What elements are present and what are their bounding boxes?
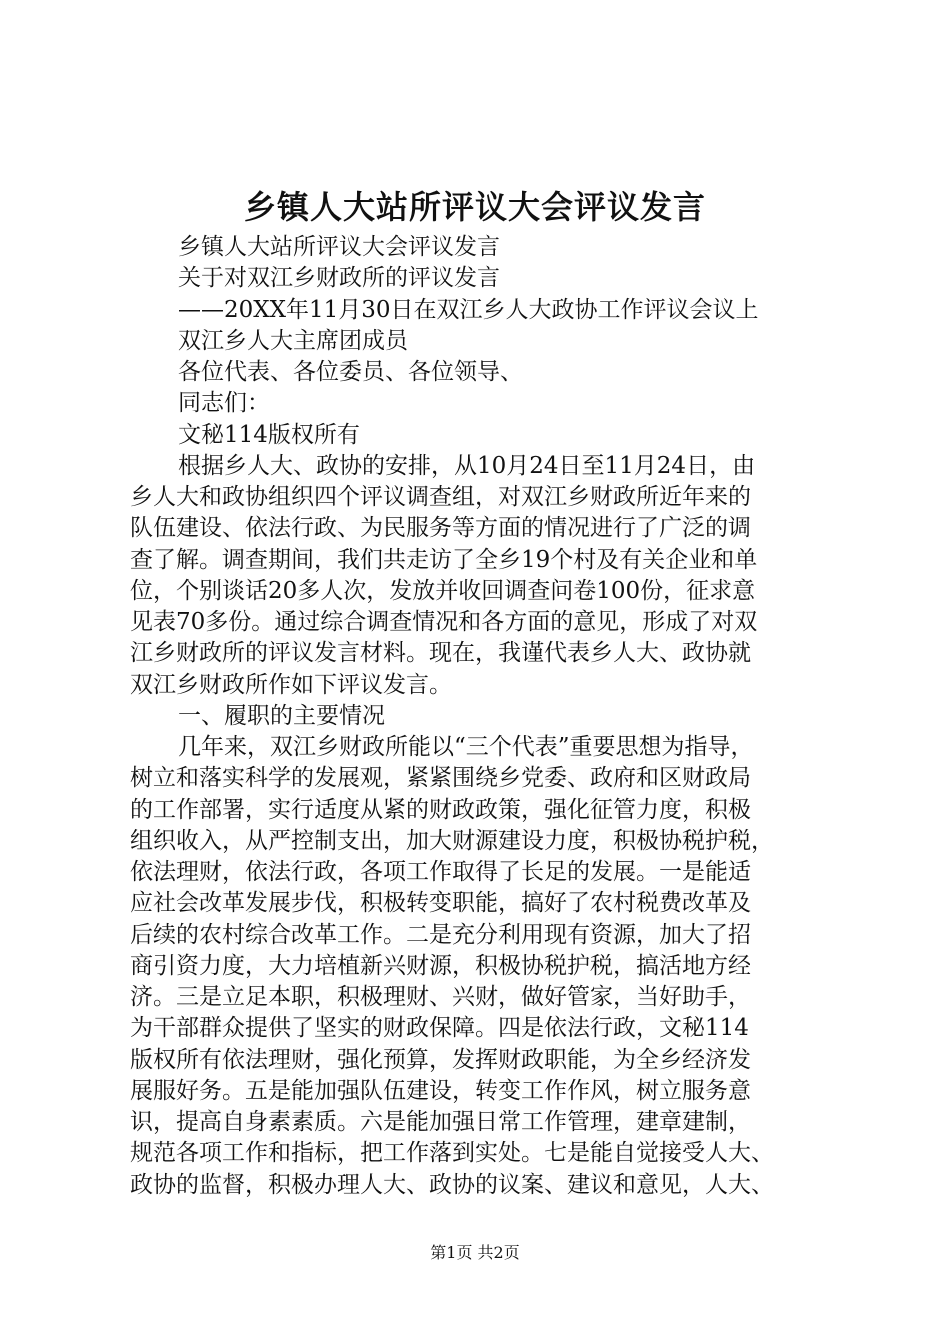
body-line: 依法理财，依法行政，各项工作取得了长足的发展。一是能适 xyxy=(130,859,751,885)
document-body xyxy=(130,232,830,1201)
body-line: 位，个别谈话20多人次，发放并收回调查问卷100份，征求意 xyxy=(130,577,756,604)
body-line: 展服好务。五是能加强队伍建设，转变工作作风，树立服务意 xyxy=(130,1077,751,1104)
document-title: 乡镇人大站所评议大会评议发言 xyxy=(243,188,706,226)
body-line: 江乡财政所的评议发言材料。现在，我谨代表乡人大、政协就 xyxy=(130,640,751,667)
body-line: 双江乡人大主席团成员 xyxy=(178,327,408,354)
body-line: 规范各项工作和指标，把工作落到实处。七是能自觉接受人大、 xyxy=(130,1140,774,1167)
body-line: 文秘114版权所有 xyxy=(178,421,360,448)
body-line: 同志们： xyxy=(178,390,270,417)
body-line: 为干部群众提供了坚实的财政保障。四是依法行政，文秘114 xyxy=(130,1015,749,1042)
body-line: 济。三是立足本职，积极理财、兴财，做好管家，当好助手， xyxy=(130,984,751,1010)
body-line: 商引资力度，大力培植新兴财源，积极协税护税，搞活地方经 xyxy=(130,952,751,979)
body-line: 关于对双江乡财政所的评议发言 xyxy=(178,265,500,292)
page-number: 第1页 共2页 xyxy=(430,1243,520,1262)
body-line: 乡镇人大站所评议大会评议发言 xyxy=(178,234,500,260)
body-line: 见表70多份。通过综合调查情况和各方面的意见，形成了对双 xyxy=(130,609,758,635)
body-line: 几年来，双江乡财政所能以“三个代表”重要思想为指导， xyxy=(178,734,754,760)
body-line: 乡人大和政协组织四个评议调查组，对双江乡财政所近年来的 xyxy=(130,484,751,510)
body-line: 树立和落实科学的发展观，紧紧围绕乡党委、政府和区财政局 xyxy=(130,765,751,792)
body-line: 组织收入，从严控制支出，加大财源建设力度，积极协税护税， xyxy=(130,827,774,854)
body-line: 政协的监督，积极办理人大、政协的议案、建议和意见，人大、 xyxy=(130,1171,774,1198)
body-line: 查了解。调查期间，我们共走访了全乡19个村及有关企业和单 xyxy=(130,546,758,573)
body-line: 队伍建设、依法行政、为民服务等方面的情况进行了广泛的调 xyxy=(130,515,751,542)
body-line: 各位代表、各位委员、各位领导、 xyxy=(178,359,523,385)
body-line: ——20XX年11月30日在双江乡人大政协工作评议会议上 xyxy=(178,296,759,323)
body-line: 应社会改革发展步伐，积极转变职能，搞好了农村税费改革及 xyxy=(130,890,751,917)
section-heading: 一、履职的主要情况 xyxy=(178,702,385,729)
body-line: 的工作部署，实行适度从紧的财政政策，强化征管力度，积极 xyxy=(130,796,751,823)
body-line: 版权所有依法理财，强化预算，发挥财政职能，为全乡经济发 xyxy=(130,1046,751,1073)
body-line: 根据乡人大、政协的安排，从10月24日至11月24日，由 xyxy=(178,452,756,479)
body-line: 识，提高自身素素质。六是能加强日常工作管理，建章建制， xyxy=(130,1109,751,1135)
body-line: 后续的农村综合改革工作。二是充分利用现有资源，加大了招 xyxy=(130,921,751,948)
body-line: 双江乡财政所作如下评议发言。 xyxy=(130,671,452,698)
